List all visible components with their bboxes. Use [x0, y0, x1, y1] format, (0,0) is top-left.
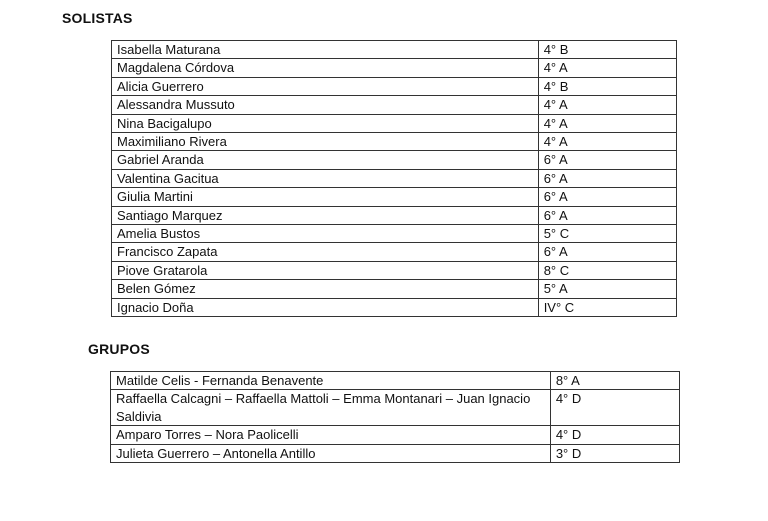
solistas-name-cell: Amelia Bustos: [112, 225, 539, 243]
solistas-row: [112, 188, 677, 206]
solistas-course-cell: 4° B: [538, 41, 676, 59]
solistas-name-cell: Santiago Marquez: [112, 206, 539, 224]
solistas-name-cell: Nina Bacigalupo: [112, 114, 539, 132]
grupos-name-cell: Raffaella Calcagni – Raffaella Mattoli – Emma Montanari – Juan Ignacio Saldivia: [111, 390, 551, 426]
solistas-course-cell: 6° A: [538, 243, 676, 261]
grupos-row: [111, 372, 680, 390]
solistas-course-cell: 5° C: [538, 225, 676, 243]
grupos-heading: GRUPOS: [88, 341, 150, 357]
grupos-course-cell: 8° A: [550, 372, 679, 390]
solistas-name-cell: Alessandra Mussuto: [112, 96, 539, 114]
solistas-course-cell: 6° A: [538, 151, 676, 169]
grupos-table: [110, 371, 680, 463]
solistas-table: [111, 40, 677, 317]
solistas-name-cell: Isabella Maturana: [112, 41, 539, 59]
solistas-row: [112, 206, 677, 224]
solistas-name-cell: Giulia Martini: [112, 188, 539, 206]
solistas-course-cell: 6° A: [538, 206, 676, 224]
grupos-row: [111, 444, 680, 462]
solistas-course-cell: 6° A: [538, 169, 676, 187]
solistas-course-cell: 4° A: [538, 96, 676, 114]
solistas-row: [112, 151, 677, 169]
solistas-row: [112, 41, 677, 59]
solistas-row: [112, 59, 677, 77]
solistas-course-cell: 4° B: [538, 77, 676, 95]
solistas-row: [112, 96, 677, 114]
solistas-name-cell: Maximiliano Rivera: [112, 133, 539, 151]
solistas-row: [112, 225, 677, 243]
grupos-course-cell: 4° D: [550, 390, 679, 426]
solistas-course-cell: 8° C: [538, 261, 676, 279]
solistas-name-cell: Gabriel Aranda: [112, 151, 539, 169]
solistas-course-cell: 4° A: [538, 114, 676, 132]
solistas-row: [112, 114, 677, 132]
grupos-course-cell: 4° D: [550, 426, 679, 444]
solistas-row: [112, 169, 677, 187]
grupos-name-cell: Amparo Torres – Nora Paolicelli: [111, 426, 551, 444]
solistas-heading: SOLISTAS: [62, 10, 133, 26]
solistas-row: [112, 243, 677, 261]
grupos-row: [111, 426, 680, 444]
solistas-course-cell: 4° A: [538, 133, 676, 151]
solistas-name-cell: Piove Gratarola: [112, 261, 539, 279]
solistas-course-cell: 6° A: [538, 188, 676, 206]
solistas-course-cell: IV° C: [538, 298, 676, 316]
grupos-name-cell: Julieta Guerrero – Antonella Antillo: [111, 444, 551, 462]
solistas-row: [112, 77, 677, 95]
solistas-name-cell: Francisco Zapata: [112, 243, 539, 261]
solistas-row: [112, 133, 677, 151]
grupos-table-body: [111, 372, 680, 463]
grupos-course-cell: 3° D: [550, 444, 679, 462]
solistas-name-cell: Magdalena Córdova: [112, 59, 539, 77]
grupos-name-cell: Matilde Celis - Fernanda Benavente: [111, 372, 551, 390]
solistas-name-cell: Belen Gómez: [112, 280, 539, 298]
solistas-name-cell: Ignacio Doña: [112, 298, 539, 316]
solistas-row: [112, 261, 677, 279]
grupos-row: [111, 390, 680, 426]
solistas-name-cell: Alicia Guerrero: [112, 77, 539, 95]
solistas-course-cell: 5° A: [538, 280, 676, 298]
solistas-name-cell: Valentina Gacitua: [112, 169, 539, 187]
solistas-course-cell: 4° A: [538, 59, 676, 77]
solistas-table-body: [112, 41, 677, 317]
solistas-row: [112, 298, 677, 316]
solistas-row: [112, 280, 677, 298]
